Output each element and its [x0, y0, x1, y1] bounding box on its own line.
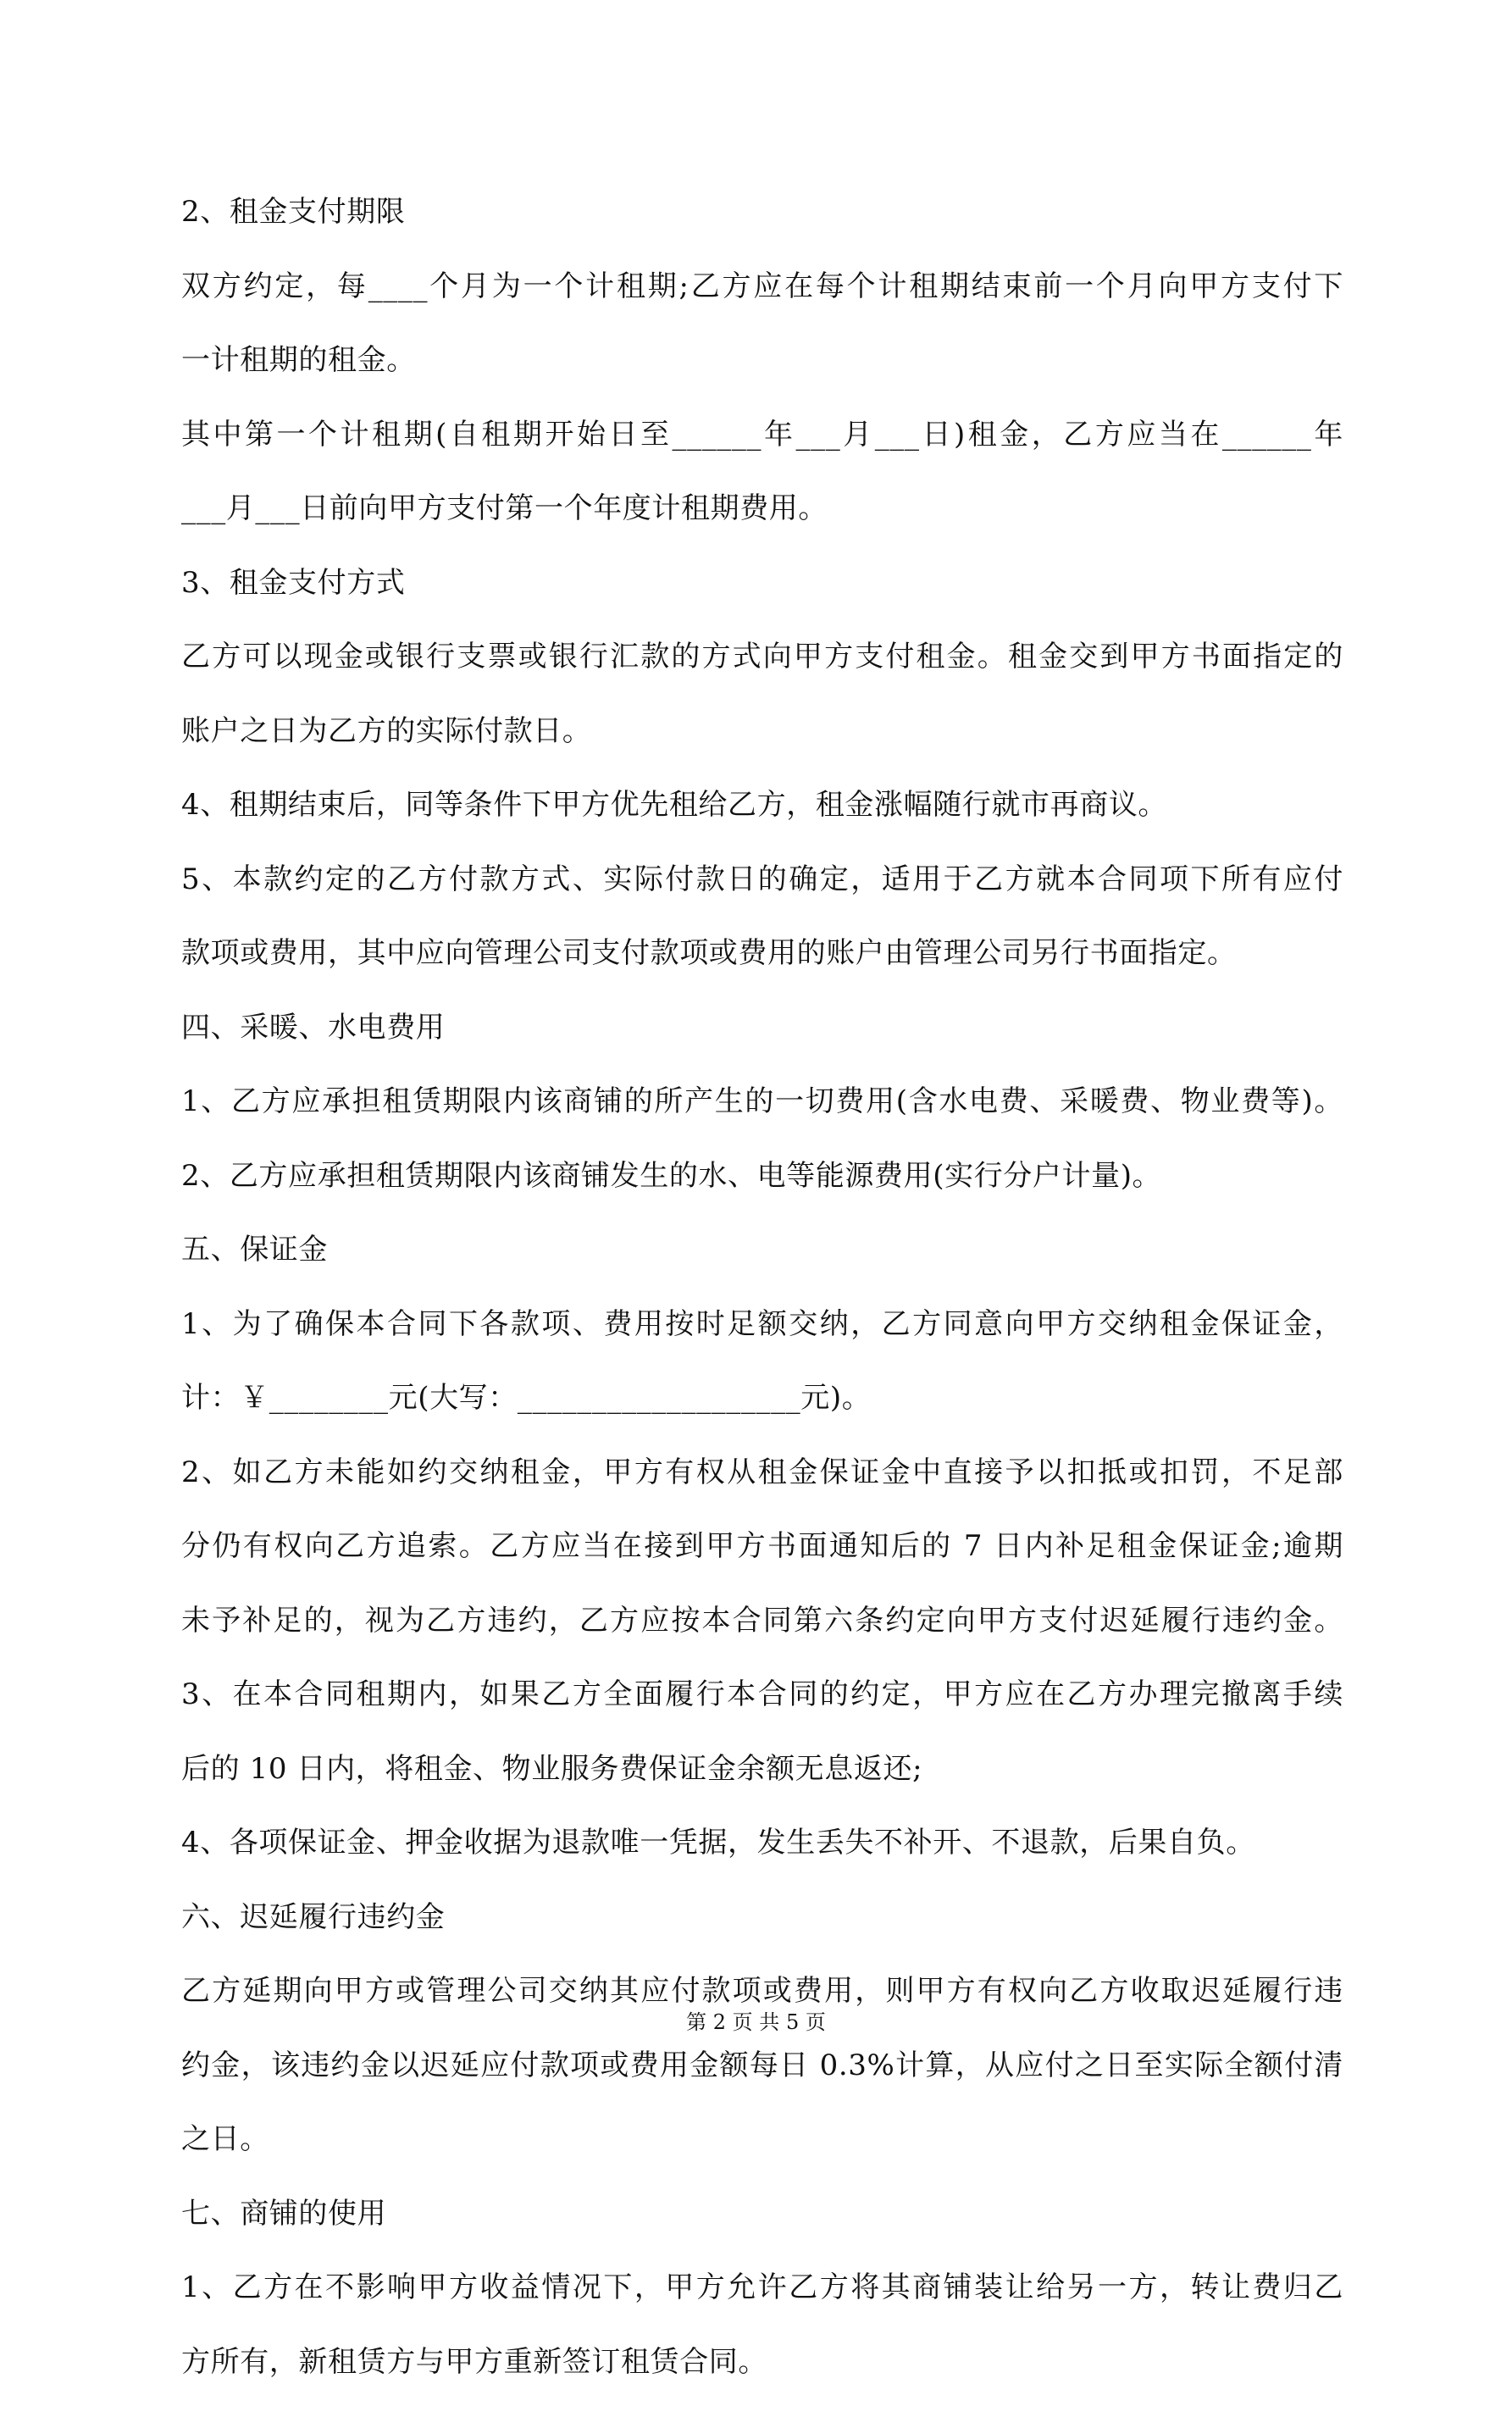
text-line: 2、如乙方未能如约交纳租金，甲方有权从租金保证金中直接予以扣抵或扣罚，不足部: [181, 1454, 1343, 1528]
text-line: 款项或费用，其中应向管理公司支付款项或费用的账户由管理公司另行书面指定。: [181, 934, 1343, 1009]
text-line: 账户之日为乙方的实际付款日。: [181, 712, 1343, 787]
text-line: 约金，该违约金以迟延应付款项或费用金额每日 0.3%计算，从应付之日至实际全额付清: [181, 2047, 1343, 2121]
text-line: 4、租期结束后，同等条件下甲方优先租给乙方，租金涨幅随行就市再商议。: [181, 786, 1343, 861]
text-line: 七、商铺的使用: [181, 2195, 1343, 2270]
text-line: 五、保证金: [181, 1231, 1343, 1306]
text-line: 3、在本合同租期内，如果乙方全面履行本合同的约定，甲方应在乙方办理完撤离手续: [181, 1676, 1343, 1750]
text-line: 四、采暖、水电费用: [181, 1009, 1343, 1084]
text-line: 2、租金支付期限: [181, 193, 1343, 268]
text-line: 1、为了确保本合同下各款项、费用按时足额交纳，乙方同意向甲方交纳租金保证金，: [181, 1306, 1343, 1380]
text-line: 六、迟延履行违约金: [181, 1899, 1343, 1973]
text-line: 3、租金支付方式: [181, 564, 1343, 639]
text-line: 未予补足的，视为乙方违约，乙方应按本合同第六条约定向甲方支付迟延履行违约金。: [181, 1602, 1343, 1677]
text-line: 2、乙方应承担租赁期限内该商铺发生的水、电等能源费用(实行分户计量)。: [181, 1157, 1343, 1232]
text-line: ___月___日前向甲方支付第一个年度计租期费用。: [181, 490, 1343, 564]
text-line: 5、本款约定的乙方付款方式、实际付款日的确定，适用于乙方就本合同项下所有应付: [181, 861, 1343, 935]
text-line: 1、乙方应承担租赁期限内该商铺的所产生的一切费用(含水电费、采暖费、物业费等)。: [181, 1083, 1343, 1157]
document-body: [181, 193, 1343, 2417]
text-line: 4、各项保证金、押金收据为退款唯一凭据，发生丢失不补开、不退款，后果自负。: [181, 1824, 1343, 1899]
text-line: 双方约定，每____个月为一个计租期;乙方应在每个计租期结束前一个月向甲方支付下: [181, 268, 1343, 342]
text-line: 后的 10 日内，将租金、物业服务费保证金余额无息返还;: [181, 1750, 1343, 1825]
text-line: 其中第一个计租期(自租期开始日至______年___月___日)租金，乙方应当在______年: [181, 416, 1343, 491]
text-line: 方所有，新租赁方与甲方重新签订租赁合同。: [181, 2343, 1343, 2417]
page-footer: 第 2 页 共 5 页: [0, 2010, 1512, 2035]
text-line: 之日。: [181, 2120, 1343, 2195]
text-line: 乙方延期向甲方或管理公司交纳其应付款项或费用，则甲方有权向乙方收取迟延履行违: [181, 1972, 1343, 2047]
text-line: 一计租期的租金。: [181, 341, 1343, 416]
text-line: 1、乙方在不影响甲方收益情况下，甲方允许乙方将其商铺装让给另一方，转让费归乙: [181, 2269, 1343, 2343]
text-line: 分仍有权向乙方追索。乙方应当在接到甲方书面通知后的 7 日内补足租金保证金;逾期: [181, 1527, 1343, 1602]
text-line: 乙方可以现金或银行支票或银行汇款的方式向甲方支付租金。租金交到甲方书面指定的: [181, 638, 1343, 712]
text-line: 计：￥________元(大写：___________________元)。: [181, 1379, 1343, 1454]
